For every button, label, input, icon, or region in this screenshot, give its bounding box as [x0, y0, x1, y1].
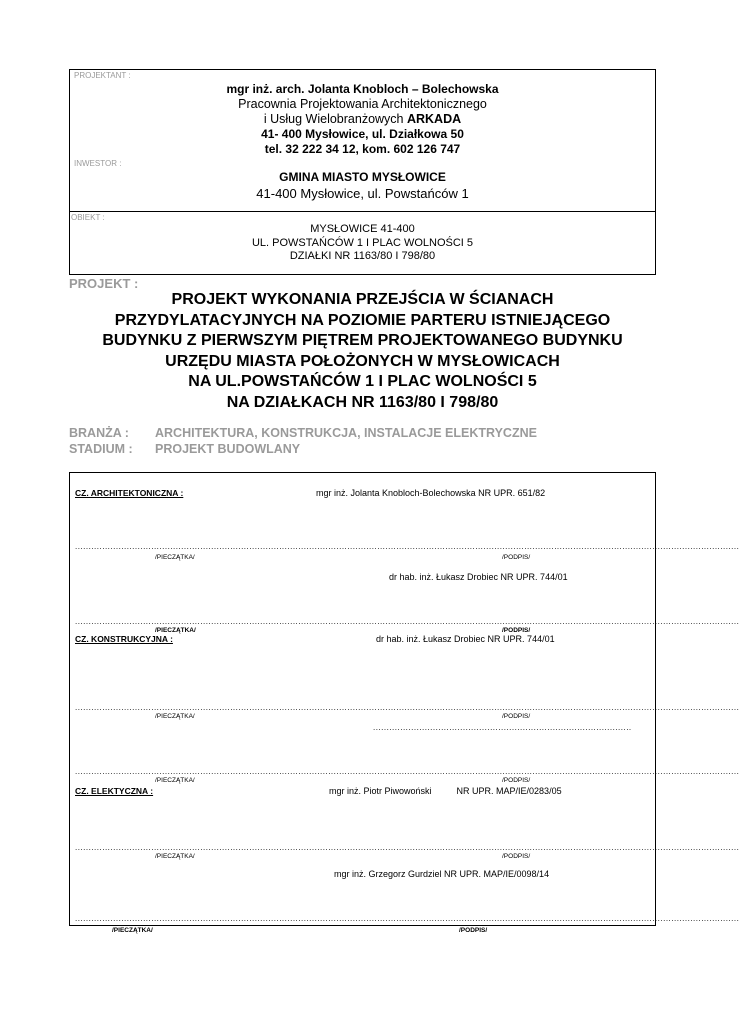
arch-section-label: CZ. ARCHITEKTONICZNA :: [75, 488, 184, 498]
office-line-2-prefix: i Usług Wielobranżowych: [263, 112, 407, 126]
signature-caption: /PODPIS/: [502, 777, 531, 784]
investor-block: [69, 169, 656, 203]
designer-phone: tel. 32 222 34 12, kom. 602 126 747: [264, 142, 461, 156]
designer-block: [69, 82, 656, 157]
branza-label: BRANŻA :: [69, 426, 129, 440]
object-line-2: UL. POWSTAŃCÓW 1 I PLAC WOLNOŚCI 5: [251, 236, 474, 249]
object-line-3: DZIAŁKI NR 1163/80 I 798/80: [289, 250, 436, 262]
stadium-label: STADIUM :: [69, 442, 133, 456]
designer-address: 41- 400 Mysłowice, ul. Działkowa 50: [261, 127, 464, 141]
konstr-person-1: dr hab. inż. Łukasz Drobiec NR UPR. 744/01: [376, 634, 555, 644]
project-title-line: URZĘDU MIASTA POŁOŻONYCH W MYSŁOWICACH: [165, 352, 560, 370]
dotted-line: ....................................................................................................................................................................................................................................................: [75, 914, 739, 923]
signature-caption: /PODPIS/: [459, 927, 488, 934]
header-divider: [69, 211, 656, 212]
inwestor-label: INWESTOR :: [74, 159, 122, 168]
dotted-line: ....................................................................................................................................................................................................................................................: [75, 542, 739, 551]
object-block: [69, 223, 656, 264]
elektr-person-2: mgr inż. Grzegorz Gurdziel NR UPR. MAP/IE/0098/14: [334, 869, 550, 879]
investor-address: 41-400 Mysłowice, ul. Powstańców 1: [256, 186, 469, 201]
signature-caption: /PODPIS/: [502, 713, 531, 720]
stamp-caption: /PIECZĄTKA/: [155, 627, 196, 634]
project-title: [69, 290, 656, 413]
dotted-line: ....................................................................................................................................................................................................................................................: [75, 617, 739, 626]
stadium-value: PROJEKT BUDOWLANY: [155, 442, 301, 456]
arch-person-2: dr hab. inż. Łukasz Drobiec NR UPR. 744/01: [389, 572, 568, 582]
elektr-person-1: mgr inż. Piotr Piwowoński NR UPR. MAP/IE/0283/05: [329, 786, 562, 796]
office-brand: ARKADA: [406, 112, 462, 126]
elektr-section-label: CZ. ELEKTYCZNA :: [75, 786, 154, 796]
project-title-line: BUDYNKU Z PIERWSZYM PIĘTREM PROJEKTOWANEGO BUDYNKU: [102, 332, 623, 349]
projektant-label: PROJEKTANT :: [74, 71, 131, 80]
branza-value: ARCHITEKTURA, KONSTRUKCJA, INSTALACJE ELEKTRYCZNE: [155, 426, 537, 440]
designer-name: mgr inż. arch. Jolanta Knobloch – Bolechowska: [226, 82, 499, 96]
dotted-line-short: ...............................................................................................: [373, 723, 632, 732]
project-title-line: NA DZIAŁKACH NR 1163/80 I 798/80: [226, 393, 499, 411]
dotted-line: ....................................................................................................................................................................................................................................................: [75, 703, 739, 712]
project-title-line: PRZYDYLATACYJNYCH NA POZIOMIE PARTERU ISTNIEJĄCEGO: [114, 311, 611, 329]
project-title-line: NA UL.POWSTAŃCÓW 1 I PLAC WOLNOŚCI 5: [188, 373, 537, 390]
signature-caption: /PODPIS/: [502, 853, 531, 860]
project-title-line: PROJEKT WYKONANIA PRZEJŚCIA W ŚCIANACH: [171, 291, 554, 308]
office-line-2: [69, 112, 656, 127]
object-line-1: MYSŁOWICE 41-400: [310, 223, 415, 235]
dotted-line: ....................................................................................................................................................................................................................................................: [75, 767, 739, 776]
stamp-caption: /PIECZĄTKA/: [155, 777, 195, 784]
obiekt-label: OBIEKT :: [71, 213, 105, 222]
projekt-label: PROJEKT :: [69, 276, 139, 291]
arch-person-1: mgr inż. Jolanta Knobloch-Bolechowska NR UPR. 651/82: [316, 488, 546, 498]
signature-caption: /PODPIS/: [502, 627, 531, 634]
dotted-line: ....................................................................................................................................................................................................................................................: [75, 843, 739, 852]
stamp-caption: /PIECZĄTKA/: [155, 853, 195, 860]
investor-name: GMINA MIASTO MYSŁOWICE: [279, 170, 446, 184]
stamp-caption: /PIECZĄTKA/: [112, 927, 153, 934]
stamp-caption: /PIECZĄTKA/: [155, 554, 195, 561]
stamp-caption: /PIECZĄTKA/: [155, 713, 195, 720]
office-line-1: Pracownia Projektowania Architektonicznego: [238, 97, 487, 111]
signature-caption: /PODPIS/: [502, 554, 531, 561]
konstr-section-label: CZ. KONSTRUKCYJNA :: [75, 634, 173, 644]
